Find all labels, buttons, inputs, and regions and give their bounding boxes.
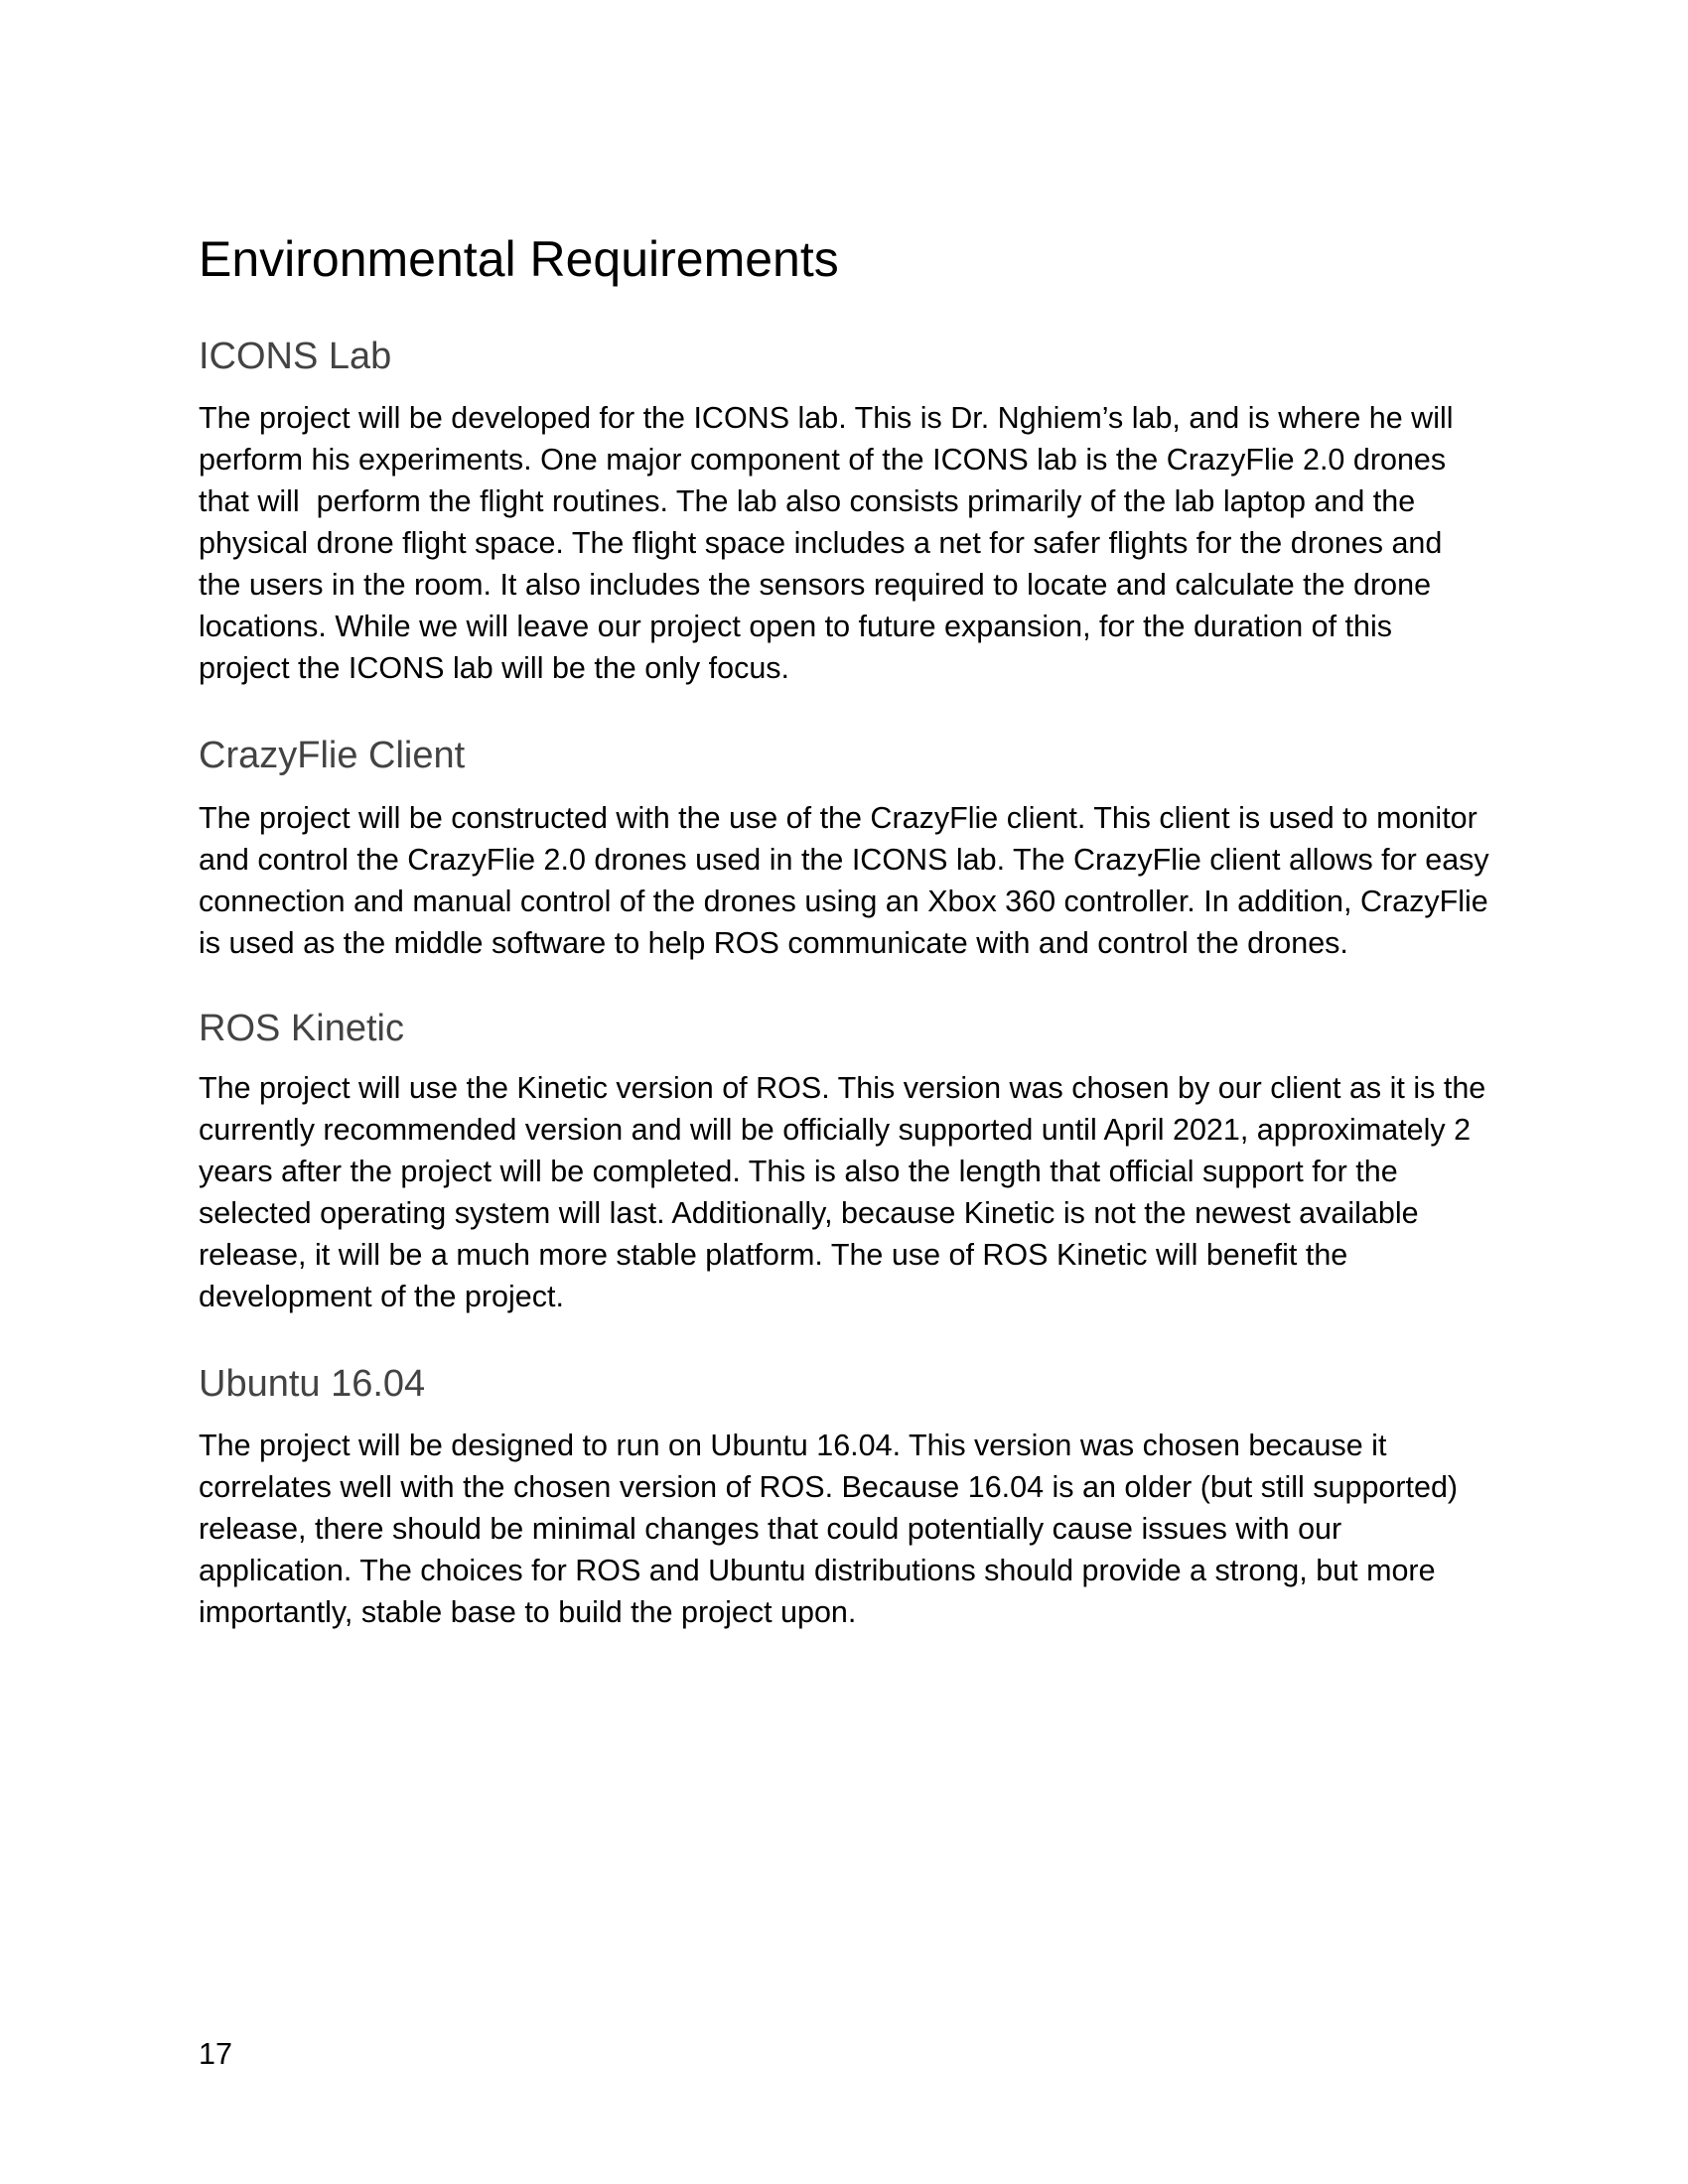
page-title: Environmental Requirements: [199, 231, 839, 287]
page-number: 17: [199, 2037, 232, 2071]
section-body-crazyflie-client: The project will be constructed with the use of the CrazyFlie client. This client is used to monitor and control the CrazyFlie 2.0 drones used in the ICONS lab. The CrazyFlie client allows for easy connection and manual control of the drones using an Xbox 360 controller. In addition, CrazyFlie is used as the middle software to help ROS communicate with and control the drones.: [199, 801, 1498, 960]
section-body-ros-kinetic: The project will use the Kinetic version of ROS. This version was chosen by our client as it is the currently recommended version and will be officially supported until April 2021, approximately 2 years after the project will be completed. This is also the length that official support for the selected operating system will last. Additionally, because Kinetic is not the newest available release, it will be a much more stable platform. The use of ROS Kinetic will benefit the development of the project.: [199, 1071, 1494, 1313]
section-heading-crazyflie-client: CrazyFlie Client: [199, 735, 466, 776]
section-heading-ubuntu-1604: Ubuntu 16.04: [199, 1363, 426, 1405]
section-body-ubuntu-1604: The project will be designed to run on Ubuntu 16.04. This version was chosen because it correlates well with the chosen version of ROS. Because 16.04 is an older (but still supported) release, there should be minimal changes that could potentially cause issues with our application. The choices for ROS and Ubuntu distributions should provide a strong, but more importantly, stable base to build the project upon.: [199, 1429, 1467, 1629]
section-heading-ros-kinetic: ROS Kinetic: [199, 1008, 404, 1049]
section-body-icons-lab: The project will be developed for the ICONS lab. This is Dr. Nghiem’s lab, and is where he will perform his experiments. One major component of the ICONS lab is the CrazyFlie 2.0 drones that will perform the flight routines. The lab also consists primarily of the lab laptop and the physical drone flight space. The flight space includes a net for safer flights for the drones and the users in the room. It also includes the sensors required to locate and calculate the drone locations. While we will leave our project open to future expansion, for the duration of this project the ICONS lab will be the only focus.: [199, 401, 1463, 685]
section-heading-icons-lab: ICONS Lab: [199, 336, 392, 377]
